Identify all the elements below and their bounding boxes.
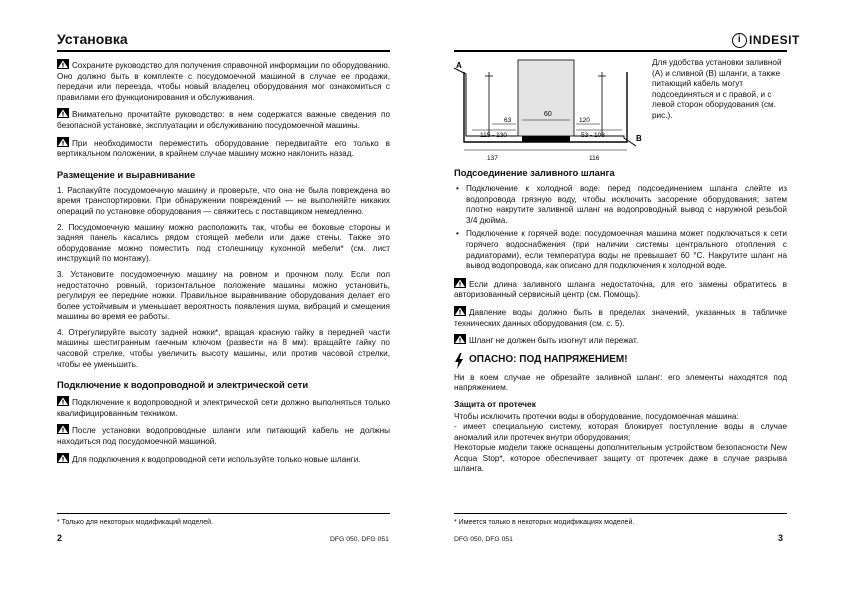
dim-116-label: 116: [589, 155, 600, 162]
logo-mark-icon: i: [732, 33, 747, 48]
placement-step-2: 2. Посудомоечную машину можно расположить так, чтобы ее боковые стороны и задняя панель касались рядом стоящей мебели или даже стены. Также это оборудование можно поместить под столешницу кухонной мебели* (см. лист инструкций по монтажу).: [57, 222, 390, 264]
protection-line-3: Некоторые модели также оснащены дополнительным устройством безопасности New Acqua Stop*, которое обеспечивает защиту от протечек даже в случае разрыва шланга.: [454, 443, 787, 474]
dim-137-label: 137: [487, 155, 498, 162]
connection-paragraph-2: После установки водопроводные шланги или питающий кабель не должны находиться под посудомоечной машиной.: [57, 426, 390, 447]
footnote: * Только для некоторых модификаций моделей.: [57, 519, 214, 526]
list-item: • Подключение к горячей воде: посудомоечная машина может подключаться к сети горячего водоснабжения (при наличии системы центрального отопления с радиаторами), если температура воды не превышает 60 °С. Накрутите шланг на вывод водопровода, как описано для подключения к холодной воде.: [454, 229, 787, 271]
label-a: A: [456, 61, 462, 70]
diagram-caption: [652, 58, 788, 127]
protection-line-1: Чтобы исключить протечки воды в оборудование, посудомоечная машина:: [454, 411, 739, 421]
dim-60-label: 60: [544, 111, 552, 118]
section-heading-placement: Размещение и выравнивание: [57, 168, 196, 180]
dim-63-label: 63: [504, 117, 512, 124]
lightning-bolt-icon: [454, 353, 464, 369]
hose-bullet-list: [454, 184, 787, 272]
dim-120-label: 120: [579, 117, 590, 124]
page-number: 2: [57, 533, 63, 543]
warning-icon: [454, 278, 466, 288]
warning-icon: [454, 306, 466, 316]
footnote: * Имеется только в некоторых модификациях моделей.: [454, 519, 635, 526]
list-item: • Подключение к холодной воде: перед подсоединением шланга слейте из водопровода грязную воду, чтобы исключить засорение оборудования; затем плотно накрутите заливной шланг на водопроводный вывод с наружной резьбой 3/4 дюйма.: [454, 184, 787, 226]
right-column: [454, 167, 787, 480]
danger-text: Ни в коем случае не обрезайте заливной шланг: его элементы находятся под напряжением.: [454, 372, 787, 393]
footnote-rule: [454, 513, 787, 514]
section-heading-hose: Подсоединение заливного шланга: [454, 167, 615, 178]
page-number: 3: [778, 533, 784, 543]
intro-paragraph-2: Внимательно прочитайте руководство: в нем содержатся важные сведения по безопасной установке, эксплуатации и обслуживанию посудомоечной машины.: [57, 110, 390, 130]
model-label: DFG 050, DFG 051: [454, 536, 513, 543]
warning-icon: [454, 334, 466, 344]
hose-connection-diagram: [452, 56, 648, 168]
brand-logo: i INDESIT: [732, 33, 800, 48]
warning-paragraph-3: Шланг не должен быть изогнут или пережат.: [454, 334, 787, 347]
placement-step-4: 4. Отрегулируйте высоту задней ножки*, вращая красную гайку в передней части машины шестигранным гаечным ключом (развести на 8 мм): вращайте гайку по часовой стрелке, чтобы увеличить высоту машины, или против часовой стрелки, чтобы ее уменьшить.: [57, 327, 390, 369]
placement-step-1: 1. Распакуйте посудомоечную машину и проверьте, что она не была повреждена во время транспортировки. При обнаружении повреждений — не выполняйте никаких операций по установке оборудования — свяжитесь с поставщиком немедленно.: [57, 185, 390, 216]
section-heading-connection: Подключение к водопроводной и электрической сети: [57, 379, 309, 391]
protection-heading: Защита от протечек: [454, 398, 536, 409]
model-label: DFG 050, DFG 051: [330, 536, 389, 543]
dim-53-108-label: 53 - 108: [581, 132, 605, 139]
protection-line-2: - имеет специальную систему, которая блокирует поступление воды в случае аномалий или протечек внутри оборудования;: [454, 422, 787, 442]
header-rule: [454, 50, 787, 52]
intro-paragraph-1: Сохраните руководство для получения справочной информации по оборудованию. Оно должно быть в комплекте с посудомоечной машиной в случае ее продажи, передачи или переезда, чтобы новый владелец оборудования мог ознакомиться с правилами его функционирования и обслуживания.: [57, 61, 390, 102]
page-title: Установка: [57, 31, 128, 47]
warning-paragraph-2: Давление воды должно быть в пределах значений, указанных в табличке технических данных оборудования (см. с. 5).: [454, 307, 787, 328]
warning-paragraph-1: Если длина заливного шланга недостаточна, для его замены обратитесь в авторизованный сервисный центр (см. Помощь).: [454, 279, 787, 300]
dim-115-130-label: 115 - 130: [480, 132, 507, 139]
label-b: B: [636, 134, 642, 143]
placement-step-3: 3. Установите посудомоечную машину на ровном и прочном полу. Если пол недостаточно ровный, горизонтальное положение машины можно установить, регулируя ее передние ножки. Правильное выравнивание оборудования делает его более устойчивым и уменьшает вероятность появления шума, вибраций и смещения машины во время ее работы.: [57, 269, 390, 322]
connection-paragraph-3: Для подключения к водопроводной сети используйте только новые шланги.: [57, 453, 390, 466]
intro-paragraph-3: При необходимости переместить оборудование передвигайте его только в вертикальном положении, в крайнем случае машину можно наклонить назад.: [57, 138, 390, 159]
diagram-caption-text: Для удобства установки заливной (А) и сливной (В) шланги, а также питающий кабель могут подсоединяться и с правой, и с левой сторон оборудования (см. рис.).: [652, 58, 782, 120]
danger-heading: ОПАСНО: ПОД НАПРЯЖЕНИЕМ!: [454, 353, 787, 369]
connection-paragraph-1: Подключение к водопроводной и электрической сети должно выполняться только квалифицированным техником.: [57, 398, 390, 418]
